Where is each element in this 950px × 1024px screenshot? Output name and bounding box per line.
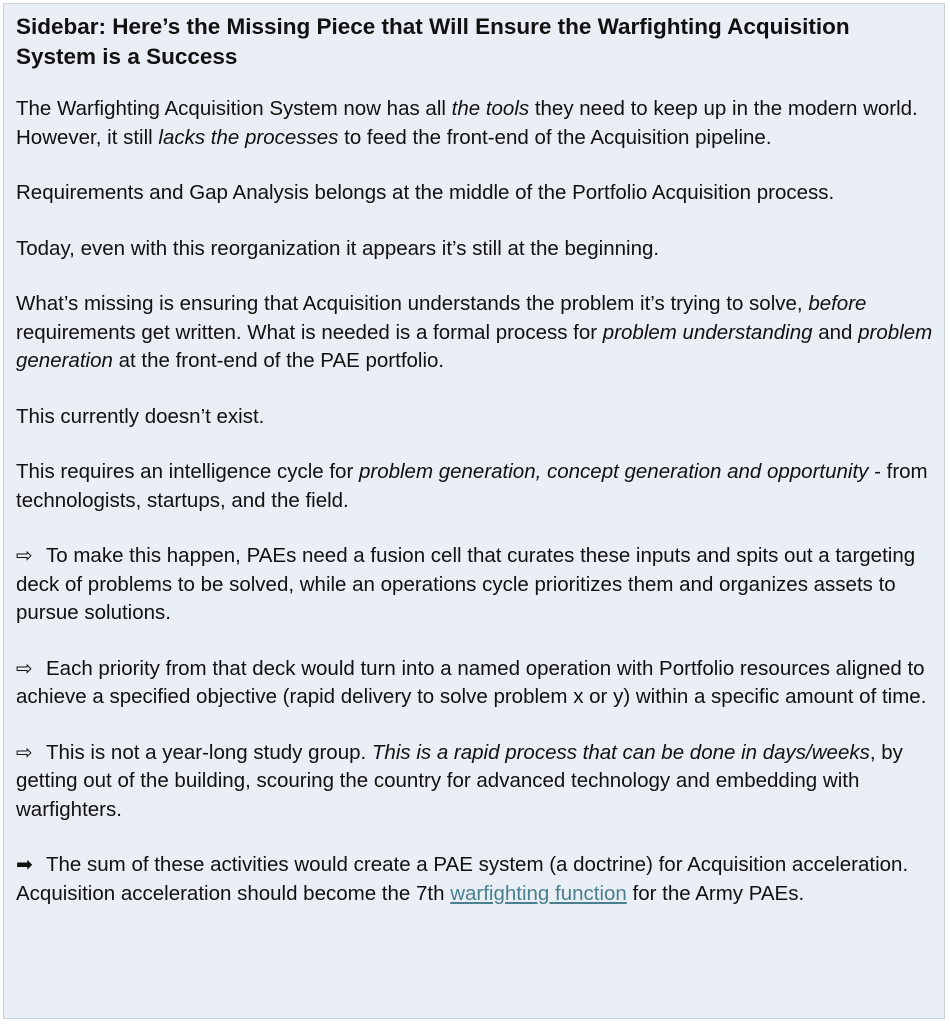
arrow-right-bold-icon: ➡ <box>16 854 33 876</box>
emphasis: lacks the processes <box>158 125 339 149</box>
sidebar-title: Sidebar: Here’s the Missing Piece that Will Ensure the Warfighting Acquisition System is a Success <box>16 14 850 69</box>
arrow-right-icon: ⇨ <box>16 741 33 764</box>
text-run: Each priority from that deck would turn into a named operation with Portfolio resources aligned to achieve a specified objective (rapid delivery to solve problem x or y) within a specific amount of time. <box>16 656 927 708</box>
text-run: requirements get written. What is needed is a formal process for <box>16 320 603 344</box>
text-run: This is not a year-long study group. <box>46 740 372 764</box>
bullet-doctrine <box>16 851 934 908</box>
paragraph-today: Today, even with this reorganization it appears it’s still at the beginning. <box>16 236 660 260</box>
emphasis: problem understanding <box>602 320 813 344</box>
text-run: to feed the front-end of the Acquisition pipeline. <box>338 125 772 149</box>
arrow-right-icon: ⇨ <box>16 657 33 680</box>
text-run: This requires an intelligence cycle for <box>16 460 359 483</box>
text-run: they need to keep up in the modern world. However, it still <box>16 97 918 149</box>
text-run: for the Army PAEs. <box>626 881 805 905</box>
emphasis: problem generation <box>16 320 933 372</box>
paragraph-missing <box>16 290 934 376</box>
bullet-fusion-cell <box>16 542 934 628</box>
text-run: and <box>812 320 859 344</box>
emphasis: before <box>808 292 867 315</box>
text-run: To make this happen, PAEs need a fusion cell that curates these inputs and spits out a targeting deck of problems to be solved, while an operations cycle prioritizes them and organizes assets to pursue solutions. <box>16 544 916 624</box>
paragraph-intelligence-cycle <box>16 458 934 515</box>
paragraph-tools <box>16 95 934 152</box>
text-run: The sum of these activities would create a PAE system (a doctrine) for Acquisition acceleration. Acquisition acceleration should become the 7th <box>16 853 909 905</box>
text-run: What’s missing is ensuring that Acquisition understands the problem it’s trying to solve, <box>16 292 809 315</box>
text-run: , by getting out of the building, scouring the country for advanced technology and embedding with warfighters. <box>16 740 903 821</box>
text-run: at the front-end of the PAE portfolio. <box>112 349 445 372</box>
arrow-right-icon: ⇨ <box>16 545 33 567</box>
bullet-rapid-process <box>16 739 934 825</box>
emphasis: problem generation, concept generation and opportunity <box>358 460 869 483</box>
paragraph-requirements: Requirements and Gap Analysis belongs at the middle of the Portfolio Acquisition process. <box>16 181 835 204</box>
paragraph-doesnt-exist: This currently doesn’t exist. <box>16 404 265 428</box>
emphasis: This is a rapid process that can be done in days/weeks <box>371 740 870 764</box>
sidebar-box <box>3 3 945 1019</box>
text-run: The Warfighting Acquisition System now has all <box>16 97 452 120</box>
bullet-named-operation <box>16 655 934 712</box>
text-run: - from technologists, startups, and the field. <box>16 460 928 512</box>
emphasis: the tools <box>451 97 530 120</box>
warfighting-function-link[interactable]: warfighting function <box>450 881 627 905</box>
